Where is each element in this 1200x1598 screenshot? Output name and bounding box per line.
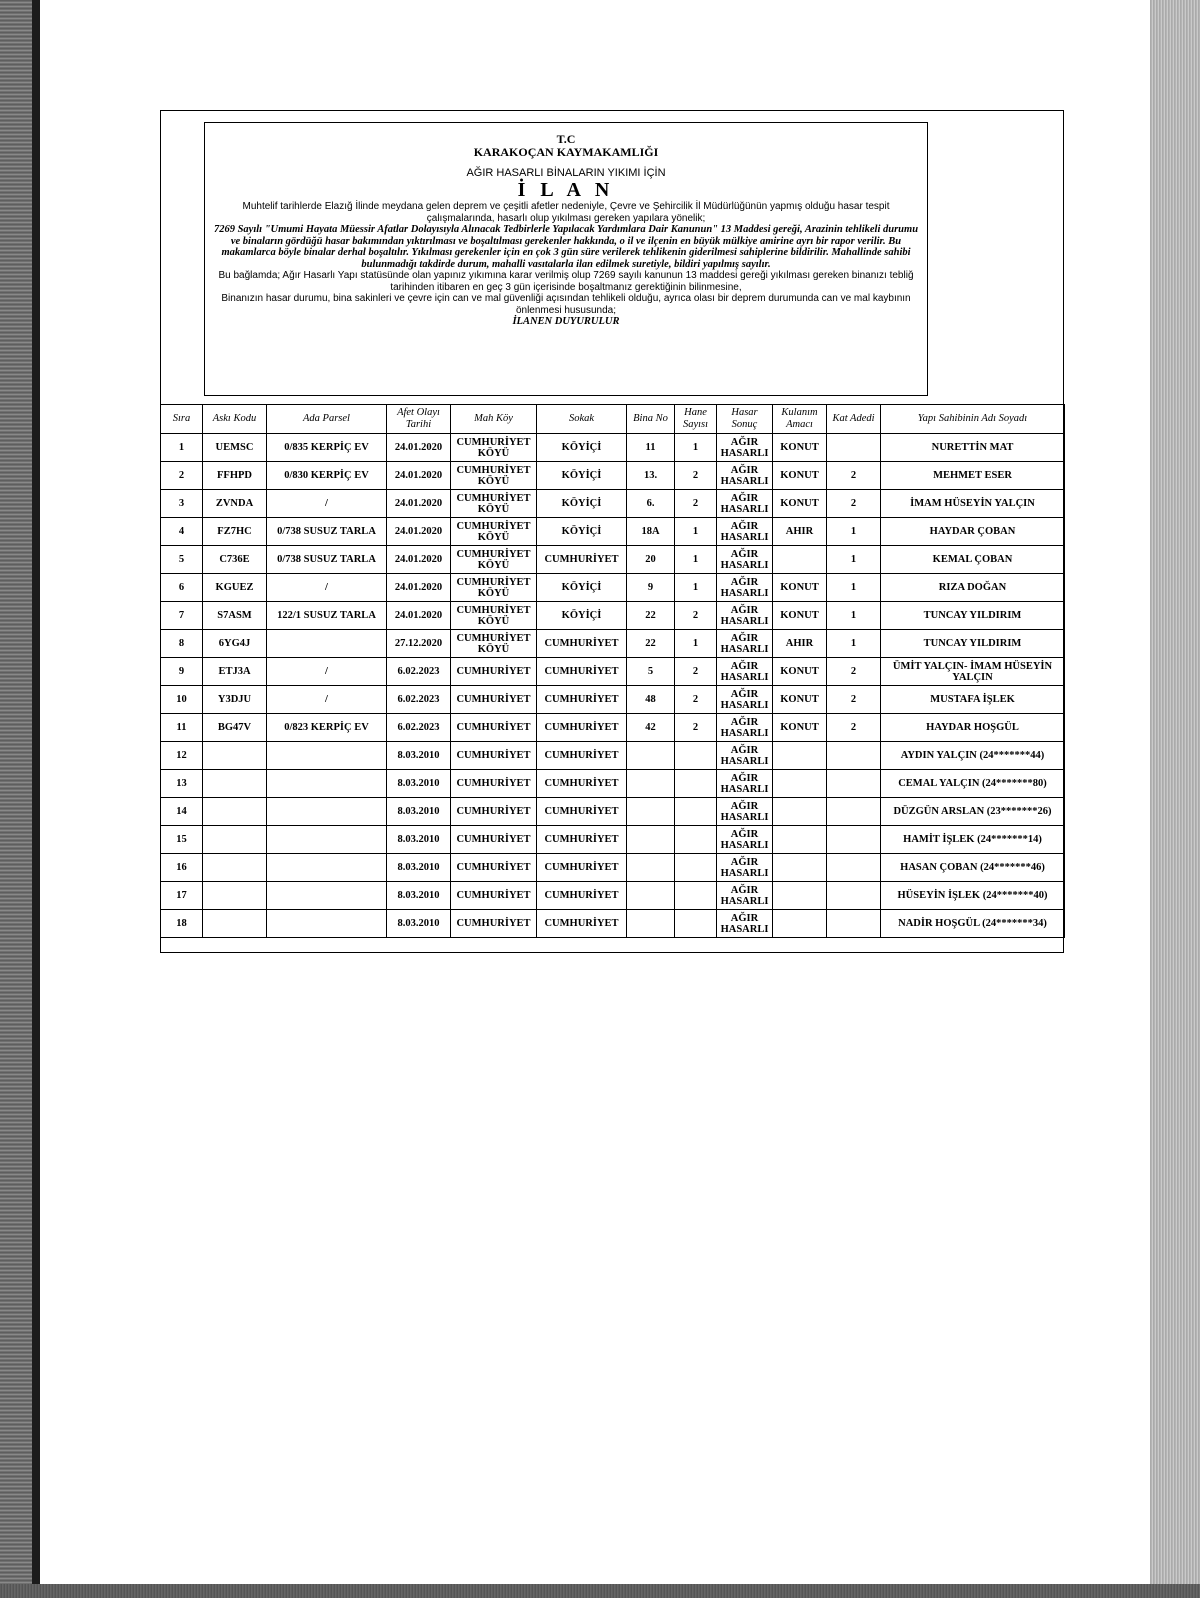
cell-yapi-sahibi: HAMİT İŞLEK (24*******14) bbox=[881, 826, 1065, 854]
header-aski-kodu: Askı Kodu bbox=[203, 405, 267, 434]
cell-kat-adedi: 1 bbox=[827, 602, 881, 630]
cell-bina-no bbox=[627, 854, 675, 882]
table-row bbox=[161, 882, 1065, 910]
cell-kullanim-amaci: KONUT bbox=[773, 462, 827, 490]
cell-kullanim-amaci: KONUT bbox=[773, 714, 827, 742]
cell-bina-no: 20 bbox=[627, 546, 675, 574]
cell-sokak: CUMHURİYET bbox=[537, 798, 627, 826]
cell-hane-sayisi bbox=[675, 910, 717, 938]
table-row bbox=[161, 770, 1065, 798]
cell-sira: 14 bbox=[161, 798, 203, 826]
table-row bbox=[161, 742, 1065, 770]
table-row bbox=[161, 686, 1065, 714]
cell-ada-parsel bbox=[267, 826, 387, 854]
cell-yapi-sahibi: KEMAL ÇOBAN bbox=[881, 546, 1065, 574]
cell-ada-parsel: 122/1 SUSUZ TARLA bbox=[267, 602, 387, 630]
scan-edge-left bbox=[0, 0, 32, 1598]
cell-kat-adedi bbox=[827, 882, 881, 910]
cell-sokak: KÖYİÇİ bbox=[537, 602, 627, 630]
cell-aski-kodu bbox=[203, 770, 267, 798]
cell-sokak: CUMHURİYET bbox=[537, 714, 627, 742]
table-row bbox=[161, 434, 1065, 462]
cell-bina-no bbox=[627, 882, 675, 910]
header-sira: Sıra bbox=[161, 405, 203, 434]
cell-yapi-sahibi: NURETTİN MAT bbox=[881, 434, 1065, 462]
cell-aski-kodu: Y3DJU bbox=[203, 686, 267, 714]
cell-kullanim-amaci bbox=[773, 742, 827, 770]
cell-kat-adedi: 2 bbox=[827, 658, 881, 686]
cell-sokak: CUMHURİYET bbox=[537, 770, 627, 798]
cell-ada-parsel bbox=[267, 770, 387, 798]
cell-sokak: CUMHURİYET bbox=[537, 686, 627, 714]
cell-kullanim-amaci: KONUT bbox=[773, 686, 827, 714]
cell-hasar-sonuc: AĞIR HASARLI bbox=[717, 770, 773, 798]
cell-mah-koy: CUMHURİYET KÖYÜ bbox=[451, 434, 537, 462]
cell-ada-parsel: 0/738 SUSUZ TARLA bbox=[267, 546, 387, 574]
table-row bbox=[161, 714, 1065, 742]
header-title: İ L A N bbox=[517, 179, 615, 201]
cell-hane-sayisi: 2 bbox=[675, 602, 717, 630]
cell-hasar-sonuc: AĞIR HASARLI bbox=[717, 546, 773, 574]
scan-edge-bottom bbox=[0, 1584, 1200, 1598]
cell-mah-koy: CUMHURİYET KÖYÜ bbox=[451, 462, 537, 490]
cell-ada-parsel: / bbox=[267, 490, 387, 518]
cell-kat-adedi bbox=[827, 826, 881, 854]
cell-ada-parsel: / bbox=[267, 658, 387, 686]
header-afet-tarihi: Afet Olayı Tarihi bbox=[387, 405, 451, 434]
header-ada-parsel: Ada Parsel bbox=[267, 405, 387, 434]
header-bina-no: Bina No bbox=[627, 405, 675, 434]
cell-bina-no: 13. bbox=[627, 462, 675, 490]
cell-bina-no bbox=[627, 798, 675, 826]
cell-kat-adedi bbox=[827, 854, 881, 882]
cell-bina-no: 5 bbox=[627, 658, 675, 686]
cell-mah-koy: CUMHURİYET KÖYÜ bbox=[451, 490, 537, 518]
cell-bina-no: 6. bbox=[627, 490, 675, 518]
cell-sira: 17 bbox=[161, 882, 203, 910]
cell-afet-tarihi: 8.03.2010 bbox=[387, 742, 451, 770]
cell-aski-kodu bbox=[203, 742, 267, 770]
cell-aski-kodu bbox=[203, 882, 267, 910]
cell-mah-koy: CUMHURİYET bbox=[451, 854, 537, 882]
cell-yapi-sahibi: HASAN ÇOBAN (24*******46) bbox=[881, 854, 1065, 882]
cell-aski-kodu bbox=[203, 826, 267, 854]
cell-sira: 16 bbox=[161, 854, 203, 882]
table-row bbox=[161, 574, 1065, 602]
cell-mah-koy: CUMHURİYET bbox=[451, 770, 537, 798]
cell-yapi-sahibi: RIZA DOĞAN bbox=[881, 574, 1065, 602]
cell-hane-sayisi bbox=[675, 882, 717, 910]
cell-aski-kodu: KGUEZ bbox=[203, 574, 267, 602]
cell-hasar-sonuc: AĞIR HASARLI bbox=[717, 826, 773, 854]
cell-aski-kodu bbox=[203, 798, 267, 826]
cell-mah-koy: CUMHURİYET KÖYÜ bbox=[451, 546, 537, 574]
cell-kullanim-amaci: KONUT bbox=[773, 658, 827, 686]
cell-yapi-sahibi: HAYDAR ÇOBAN bbox=[881, 518, 1065, 546]
table-row bbox=[161, 658, 1065, 686]
cell-yapi-sahibi: HÜSEYİN İŞLEK (24*******40) bbox=[881, 882, 1065, 910]
table-row bbox=[161, 490, 1065, 518]
cell-bina-no: 42 bbox=[627, 714, 675, 742]
cell-yapi-sahibi: MEHMET ESER bbox=[881, 462, 1065, 490]
cell-bina-no: 22 bbox=[627, 630, 675, 658]
table-row bbox=[161, 630, 1065, 658]
cell-kat-adedi: 1 bbox=[827, 546, 881, 574]
table-row bbox=[161, 854, 1065, 882]
cell-bina-no: 18A bbox=[627, 518, 675, 546]
cell-yapi-sahibi: AYDIN YALÇIN (24*******44) bbox=[881, 742, 1065, 770]
cell-aski-kodu: C736E bbox=[203, 546, 267, 574]
notice-paragraph-2: 7269 Sayılı "Umumi Hayata Müessir Afatlar Dolayısıyla Alınacak Tedbirlerle Yapılacak Yardımlara Dair Kanunun" 13 Maddesi gereği, Arazinin tehlikeli durumu ve binaların gördüğü hasar bakımından yıktırılması ve boşaltılması gerekenler hakkında, o il ve ilçenin en büyük mülkiye amirine ayrı bir rapor verilir. Bu makamlarca böyle binalar derhal boşaltılır. Yıkılması gerekenler için en çok 3 gün süre verilerek tehlikenin giderilmesi sahiplerine bildirilir. Mahallinde sahibi bulunmadığı takdirde durum, mahalli vasıtalarla ilan edilmek suretiyle, bildiri yapılmış sayılır. bbox=[213, 224, 919, 270]
cell-kat-adedi: 1 bbox=[827, 518, 881, 546]
cell-yapi-sahibi: TUNCAY YILDIRIM bbox=[881, 602, 1065, 630]
cell-hasar-sonuc: AĞIR HASARLI bbox=[717, 602, 773, 630]
cell-sira: 12 bbox=[161, 742, 203, 770]
cell-afet-tarihi: 6.02.2023 bbox=[387, 714, 451, 742]
cell-kat-adedi: 2 bbox=[827, 714, 881, 742]
header-sokak: Sokak bbox=[537, 405, 627, 434]
cell-bina-no: 11 bbox=[627, 434, 675, 462]
cell-hane-sayisi bbox=[675, 798, 717, 826]
cell-yapi-sahibi: CEMAL YALÇIN (24*******80) bbox=[881, 770, 1065, 798]
cell-afet-tarihi: 24.01.2020 bbox=[387, 490, 451, 518]
cell-sira: 9 bbox=[161, 658, 203, 686]
cell-hane-sayisi: 2 bbox=[675, 686, 717, 714]
cell-hasar-sonuc: AĞIR HASARLI bbox=[717, 490, 773, 518]
cell-ada-parsel: 0/738 SUSUZ TARLA bbox=[267, 518, 387, 546]
cell-kullanim-amaci bbox=[773, 882, 827, 910]
cell-aski-kodu: 6YG4J bbox=[203, 630, 267, 658]
cell-kullanim-amaci: KONUT bbox=[773, 574, 827, 602]
cell-aski-kodu bbox=[203, 854, 267, 882]
header-subtitle: AĞIR HASARLI BİNALARIN YIKIMI İÇİN bbox=[466, 167, 666, 179]
cell-yapi-sahibi: NADİR HOŞGÜL (24*******34) bbox=[881, 910, 1065, 938]
cell-kullanim-amaci: KONUT bbox=[773, 434, 827, 462]
cell-mah-koy: CUMHURİYET bbox=[451, 714, 537, 742]
cell-sira: 4 bbox=[161, 518, 203, 546]
cell-ada-parsel bbox=[267, 798, 387, 826]
cell-kat-adedi: 2 bbox=[827, 686, 881, 714]
cell-kullanim-amaci bbox=[773, 770, 827, 798]
cell-hane-sayisi bbox=[675, 742, 717, 770]
cell-afet-tarihi: 8.03.2010 bbox=[387, 798, 451, 826]
cell-kat-adedi bbox=[827, 770, 881, 798]
cell-hasar-sonuc: AĞIR HASARLI bbox=[717, 714, 773, 742]
cell-hasar-sonuc: AĞIR HASARLI bbox=[717, 686, 773, 714]
header-mah-koy: Mah Köy bbox=[451, 405, 537, 434]
cell-mah-koy: CUMHURİYET bbox=[451, 658, 537, 686]
cell-afet-tarihi: 8.03.2010 bbox=[387, 854, 451, 882]
cell-ada-parsel bbox=[267, 630, 387, 658]
cell-hane-sayisi: 2 bbox=[675, 658, 717, 686]
cell-sokak: CUMHURİYET bbox=[537, 854, 627, 882]
cell-hasar-sonuc: AĞIR HASARLI bbox=[717, 658, 773, 686]
header-yapi-sahibi: Yapı Sahibinin Adı Soyadı bbox=[881, 405, 1065, 434]
cell-sira: 10 bbox=[161, 686, 203, 714]
cell-afet-tarihi: 24.01.2020 bbox=[387, 574, 451, 602]
cell-mah-koy: CUMHURİYET bbox=[451, 826, 537, 854]
notice-paragraph-1: Muhtelif tarihlerde Elazığ İlinde meydana gelen deprem ve çeşitli afetler nedeniyle, Çevre ve Şehircilik İl Müdürlüğünün yapmış olduğu hasar tespit çalışmalarında, hasarlı olup yıkılması gereken yapılara yönelik; bbox=[242, 201, 890, 224]
cell-sokak: KÖYİÇİ bbox=[537, 574, 627, 602]
cell-mah-koy: CUMHURİYET bbox=[451, 686, 537, 714]
cell-hane-sayisi: 1 bbox=[675, 518, 717, 546]
cell-aski-kodu: S7ASM bbox=[203, 602, 267, 630]
cell-kullanim-amaci: KONUT bbox=[773, 490, 827, 518]
cell-afet-tarihi: 27.12.2020 bbox=[387, 630, 451, 658]
cell-afet-tarihi: 24.01.2020 bbox=[387, 546, 451, 574]
cell-sira: 15 bbox=[161, 826, 203, 854]
cell-bina-no: 22 bbox=[627, 602, 675, 630]
cell-afet-tarihi: 8.03.2010 bbox=[387, 882, 451, 910]
notice-paragraph-3: Bu bağlamda; Ağır Hasarlı Yapı statüsünde olan yapınız yıkımına karar verilmiş olup 7269 sayılı kanunun 13 maddesi gereği yıkılması gereken binanızı tebliğ tarihinden itibaren en geç 3 gün içerisinde boşaltmanız gerektiğinin bilinmesine, bbox=[218, 270, 914, 293]
cell-afet-tarihi: 24.01.2020 bbox=[387, 602, 451, 630]
cell-yapi-sahibi: ÜMİT YALÇIN- İMAM HÜSEYİN YALÇIN bbox=[881, 658, 1065, 686]
header-hasar-sonuc: Hasar Sonuç bbox=[717, 405, 773, 434]
cell-mah-koy: CUMHURİYET KÖYÜ bbox=[451, 518, 537, 546]
notice-box bbox=[204, 122, 928, 396]
cell-sokak: CUMHURİYET bbox=[537, 910, 627, 938]
notice-closing: İLANEN DUYURULUR bbox=[512, 316, 620, 327]
cell-aski-kodu: BG47V bbox=[203, 714, 267, 742]
cell-hane-sayisi: 2 bbox=[675, 490, 717, 518]
cell-ada-parsel: 0/830 KERPİÇ EV bbox=[267, 462, 387, 490]
cell-hasar-sonuc: AĞIR HASARLI bbox=[717, 630, 773, 658]
cell-ada-parsel bbox=[267, 910, 387, 938]
cell-mah-koy: CUMHURİYET KÖYÜ bbox=[451, 602, 537, 630]
cell-hasar-sonuc: AĞIR HASARLI bbox=[717, 434, 773, 462]
cell-sira: 8 bbox=[161, 630, 203, 658]
cell-sokak: KÖYİÇİ bbox=[537, 518, 627, 546]
cell-bina-no bbox=[627, 770, 675, 798]
cell-aski-kodu: UEMSC bbox=[203, 434, 267, 462]
cell-hane-sayisi: 1 bbox=[675, 434, 717, 462]
cell-ada-parsel: / bbox=[267, 686, 387, 714]
cell-ada-parsel: / bbox=[267, 574, 387, 602]
cell-sokak: KÖYİÇİ bbox=[537, 462, 627, 490]
cell-sokak: CUMHURİYET bbox=[537, 826, 627, 854]
cell-bina-no bbox=[627, 742, 675, 770]
cell-yapi-sahibi: İMAM HÜSEYİN YALÇIN bbox=[881, 490, 1065, 518]
cell-ada-parsel bbox=[267, 854, 387, 882]
cell-sokak: KÖYİÇİ bbox=[537, 434, 627, 462]
table-row bbox=[161, 602, 1065, 630]
cell-kat-adedi bbox=[827, 910, 881, 938]
cell-kullanim-amaci bbox=[773, 546, 827, 574]
cell-hane-sayisi: 1 bbox=[675, 630, 717, 658]
scan-edge-right bbox=[1150, 0, 1200, 1598]
cell-hasar-sonuc: AĞIR HASARLI bbox=[717, 518, 773, 546]
cell-afet-tarihi: 6.02.2023 bbox=[387, 658, 451, 686]
cell-aski-kodu: ZVNDA bbox=[203, 490, 267, 518]
cell-hasar-sonuc: AĞIR HASARLI bbox=[717, 882, 773, 910]
cell-kullanim-amaci bbox=[773, 826, 827, 854]
cell-aski-kodu: FFHPD bbox=[203, 462, 267, 490]
buildings-table bbox=[160, 404, 1065, 938]
cell-kullanim-amaci: AHIR bbox=[773, 518, 827, 546]
cell-hane-sayisi: 2 bbox=[675, 714, 717, 742]
cell-sira: 6 bbox=[161, 574, 203, 602]
cell-ada-parsel: 0/835 KERPİÇ EV bbox=[267, 434, 387, 462]
cell-aski-kodu: ETJ3A bbox=[203, 658, 267, 686]
table-row bbox=[161, 462, 1065, 490]
cell-kat-adedi bbox=[827, 434, 881, 462]
cell-hane-sayisi: 1 bbox=[675, 546, 717, 574]
cell-aski-kodu bbox=[203, 910, 267, 938]
cell-sira: 13 bbox=[161, 770, 203, 798]
table-header-row bbox=[161, 405, 1065, 434]
cell-sokak: CUMHURİYET bbox=[537, 546, 627, 574]
cell-hane-sayisi bbox=[675, 854, 717, 882]
cell-hasar-sonuc: AĞIR HASARLI bbox=[717, 742, 773, 770]
header-tc: T.C bbox=[556, 132, 576, 146]
cell-bina-no bbox=[627, 910, 675, 938]
header-hane-sayisi: Hane Sayısı bbox=[675, 405, 717, 434]
cell-sira: 7 bbox=[161, 602, 203, 630]
cell-yapi-sahibi: TUNCAY YILDIRIM bbox=[881, 630, 1065, 658]
cell-hane-sayisi: 2 bbox=[675, 462, 717, 490]
cell-ada-parsel bbox=[267, 882, 387, 910]
header-authority: KARAKOÇAN KAYMAKAMLIĞI bbox=[473, 145, 659, 159]
table-row bbox=[161, 518, 1065, 546]
cell-mah-koy: CUMHURİYET bbox=[451, 742, 537, 770]
cell-sira: 3 bbox=[161, 490, 203, 518]
cell-afet-tarihi: 8.03.2010 bbox=[387, 910, 451, 938]
cell-hasar-sonuc: AĞIR HASARLI bbox=[717, 462, 773, 490]
scan-edge-left-strip bbox=[32, 0, 40, 1598]
cell-mah-koy: CUMHURİYET KÖYÜ bbox=[451, 574, 537, 602]
cell-kat-adedi: 1 bbox=[827, 630, 881, 658]
cell-kullanim-amaci bbox=[773, 854, 827, 882]
cell-kat-adedi bbox=[827, 798, 881, 826]
cell-hasar-sonuc: AĞIR HASARLI bbox=[717, 910, 773, 938]
cell-kullanim-amaci: AHIR bbox=[773, 630, 827, 658]
table-row bbox=[161, 798, 1065, 826]
header-kullanim-amaci: Kulanım Amacı bbox=[773, 405, 827, 434]
cell-sira: 1 bbox=[161, 434, 203, 462]
cell-hasar-sonuc: AĞIR HASARLI bbox=[717, 574, 773, 602]
cell-mah-koy: CUMHURİYET bbox=[451, 882, 537, 910]
cell-afet-tarihi: 24.01.2020 bbox=[387, 518, 451, 546]
cell-sira: 11 bbox=[161, 714, 203, 742]
cell-bina-no bbox=[627, 826, 675, 854]
cell-afet-tarihi: 6.02.2023 bbox=[387, 686, 451, 714]
header-kat-adedi: Kat Adedi bbox=[827, 405, 881, 434]
cell-yapi-sahibi: HAYDAR HOŞGÜL bbox=[881, 714, 1065, 742]
cell-afet-tarihi: 24.01.2020 bbox=[387, 434, 451, 462]
cell-sokak: KÖYİÇİ bbox=[537, 490, 627, 518]
cell-ada-parsel: 0/823 KERPİÇ EV bbox=[267, 714, 387, 742]
table-row bbox=[161, 546, 1065, 574]
cell-sokak: CUMHURİYET bbox=[537, 882, 627, 910]
cell-kat-adedi: 2 bbox=[827, 462, 881, 490]
cell-aski-kodu: FZ7HC bbox=[203, 518, 267, 546]
cell-sokak: CUMHURİYET bbox=[537, 658, 627, 686]
cell-mah-koy: CUMHURİYET bbox=[451, 798, 537, 826]
cell-kullanim-amaci bbox=[773, 798, 827, 826]
cell-sokak: CUMHURİYET bbox=[537, 630, 627, 658]
cell-bina-no: 48 bbox=[627, 686, 675, 714]
cell-kat-adedi: 1 bbox=[827, 574, 881, 602]
cell-afet-tarihi: 8.03.2010 bbox=[387, 770, 451, 798]
cell-afet-tarihi: 8.03.2010 bbox=[387, 826, 451, 854]
cell-mah-koy: CUMHURİYET bbox=[451, 910, 537, 938]
cell-mah-koy: CUMHURİYET KÖYÜ bbox=[451, 630, 537, 658]
table-row bbox=[161, 826, 1065, 854]
cell-kullanim-amaci bbox=[773, 910, 827, 938]
table-body bbox=[161, 434, 1065, 938]
cell-hane-sayisi bbox=[675, 826, 717, 854]
cell-ada-parsel bbox=[267, 742, 387, 770]
cell-hasar-sonuc: AĞIR HASARLI bbox=[717, 854, 773, 882]
cell-sira: 18 bbox=[161, 910, 203, 938]
cell-kullanim-amaci: KONUT bbox=[773, 602, 827, 630]
cell-bina-no: 9 bbox=[627, 574, 675, 602]
table-row bbox=[161, 910, 1065, 938]
cell-sokak: CUMHURİYET bbox=[537, 742, 627, 770]
cell-hane-sayisi bbox=[675, 770, 717, 798]
cell-sira: 5 bbox=[161, 546, 203, 574]
cell-kat-adedi: 2 bbox=[827, 490, 881, 518]
cell-sira: 2 bbox=[161, 462, 203, 490]
cell-hasar-sonuc: AĞIR HASARLI bbox=[717, 798, 773, 826]
cell-kat-adedi bbox=[827, 742, 881, 770]
cell-yapi-sahibi: MUSTAFA İŞLEK bbox=[881, 686, 1065, 714]
cell-afet-tarihi: 24.01.2020 bbox=[387, 462, 451, 490]
notice-paragraph-4: Binanızın hasar durumu, bina sakinleri ve çevre için can ve mal güvenliği açısından tehlikeli olduğu, ayrıca olası bir deprem durumunda can ve mal kaybının önlenmesi hususunda; bbox=[221, 293, 911, 316]
cell-yapi-sahibi: DÜZGÜN ARSLAN (23*******26) bbox=[881, 798, 1065, 826]
cell-hane-sayisi: 1 bbox=[675, 574, 717, 602]
